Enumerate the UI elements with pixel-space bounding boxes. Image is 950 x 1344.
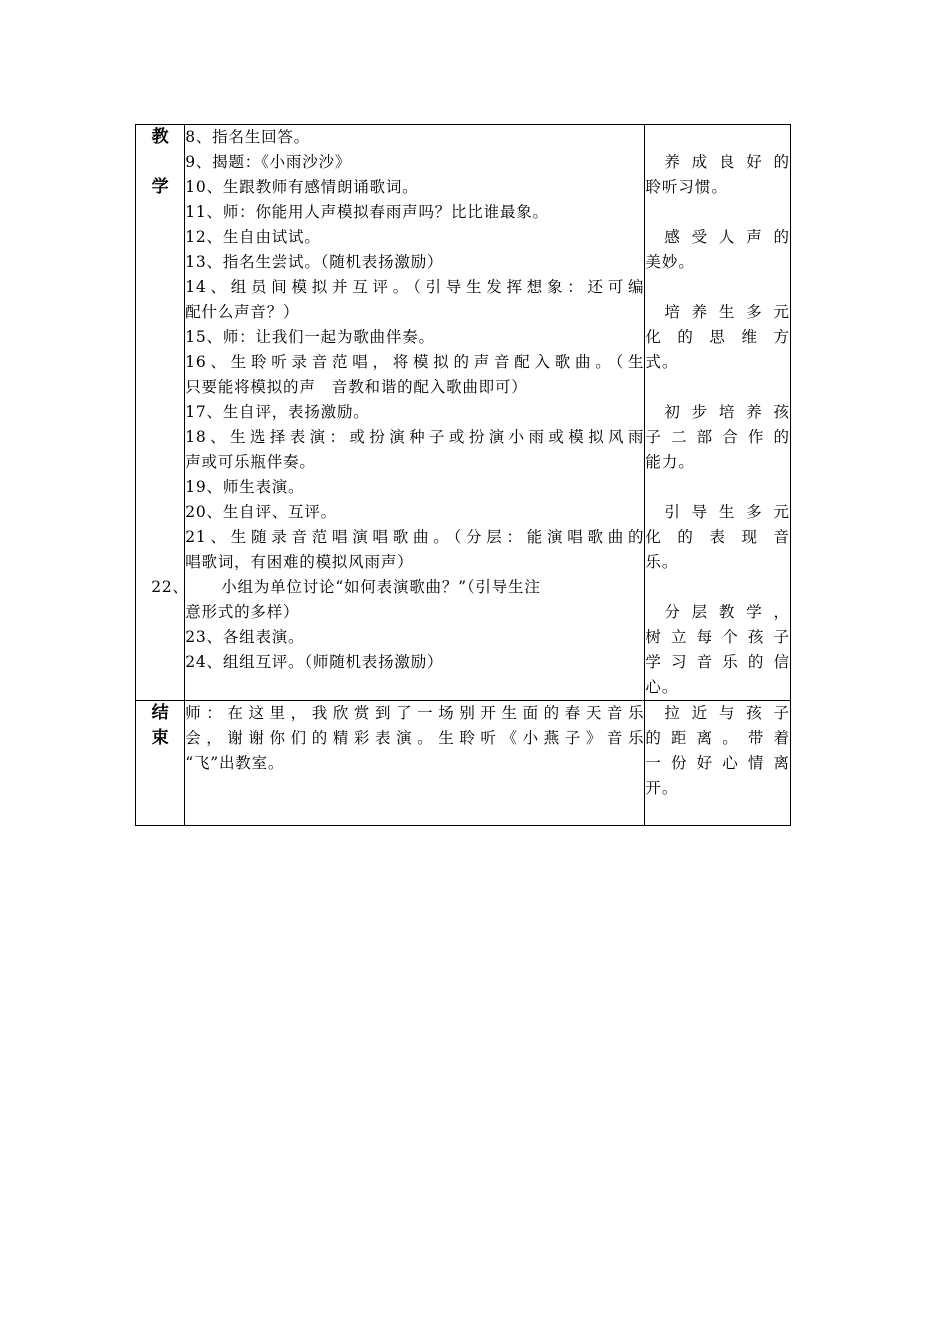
teaching-row (136, 125, 791, 701)
intent-line: 分层教学， (664, 603, 790, 621)
process-line: 19、师生表演。 (185, 478, 305, 496)
intent-line: 一份好心情离 (645, 754, 790, 772)
process-line: 配什么声音？） (185, 303, 300, 321)
process-line: 23、各组表演。 (185, 628, 305, 646)
ending-intent-cell (645, 701, 791, 826)
process-line: 10、生跟教师有感情朗诵歌词。 (185, 178, 419, 196)
intent-line: 学习音乐的信 (645, 653, 790, 671)
process-line: 15、师：让我们一起为歌曲伴奏。 (185, 328, 435, 346)
stage-label-char: 教 (151, 127, 169, 147)
intent-line: 心。 (645, 678, 679, 696)
process-line: 21、生随录音范唱演唱歌曲。（分层：能演唱歌曲的 (185, 528, 645, 546)
process-line-text: 小组为单位讨论“如何表演歌曲？”（引导生注 (221, 578, 541, 596)
intent-line: 培养生多元 (664, 303, 790, 321)
stage-cell-teaching (136, 125, 185, 701)
lesson-plan-table (135, 124, 791, 826)
stage-cell-ending (136, 701, 185, 826)
process-line: 11、师：你能用人声模拟春雨声吗？比比谁最象。 (185, 203, 549, 221)
stage-label-char: 学 (151, 177, 169, 197)
stage-label-char: 束 (151, 728, 169, 748)
intent-line: 化的表现音 (645, 528, 790, 546)
intent-line: 拉近与孩子 (664, 704, 790, 722)
process-line: 13、指名生尝试。（随机表扬激励） (185, 253, 444, 271)
stage-label-char: 结 (151, 703, 169, 723)
intent-line: 能力。 (645, 453, 695, 471)
intent-line: 养成良好的 (664, 153, 790, 171)
teaching-intent-cell (645, 125, 791, 701)
process-line: 16、生聆听录音范唱，将模拟的声音配入歌曲。（生 (185, 353, 645, 371)
process-line: 24、组组互评。（师随机表扬激励） (185, 653, 444, 671)
intent-line: 树立每个孩子 (645, 628, 790, 646)
item-number: 22、 (151, 578, 189, 596)
process-line: 12、生自由试试。 (185, 228, 321, 246)
teaching-process-cell (151, 125, 645, 701)
intent-line: 引导生多元 (664, 503, 790, 521)
intent-line: 化的思维方 (645, 328, 790, 346)
process-line: 20、生自评、互评。 (185, 503, 337, 521)
process-line: 18、生选择表演：或扮演种子或扮演小雨或模拟风雨 (185, 428, 645, 446)
process-line: 师：在这里，我欣赏到了一场别开生面的春天音乐 (185, 704, 645, 722)
process-line: 14、组员间模拟并互评。（引导生发挥想象：还可编 (185, 278, 645, 296)
process-line: 8、指名生回答。 (185, 128, 310, 146)
process-line: 声或可乐瓶伴奏。 (185, 453, 316, 471)
intent-line: 聆听习惯。 (645, 178, 728, 196)
intent-line: 美妙。 (645, 253, 695, 271)
intent-line: 子二部合作的 (645, 428, 790, 446)
intent-line: 初步培养孩 (664, 403, 790, 421)
process-line: 只要能将模拟的声 音教和谐的配入歌曲即可） (185, 378, 528, 396)
intent-line: 开。 (645, 779, 679, 797)
intent-line: 式。 (645, 353, 679, 371)
process-line-item-22 (151, 575, 644, 600)
process-line: “飞”出教室。 (185, 754, 285, 772)
process-line: 唱歌词，有困难的模拟风雨声） (185, 553, 414, 571)
intent-line: 的距离。带着 (645, 729, 790, 747)
intent-line: 乐。 (645, 553, 679, 571)
process-line: 会，谢谢你们的精彩表演。生聆听《小燕子》音乐 (185, 729, 645, 747)
process-line: 9、揭题：《小雨沙沙》 (185, 153, 352, 171)
process-line: 17、生自评，表扬激励。 (185, 403, 370, 421)
process-line: 意形式的多样） (185, 603, 300, 621)
intent-line: 感受人声的 (664, 228, 790, 246)
ending-process-cell (185, 701, 645, 826)
ending-row (136, 701, 791, 826)
